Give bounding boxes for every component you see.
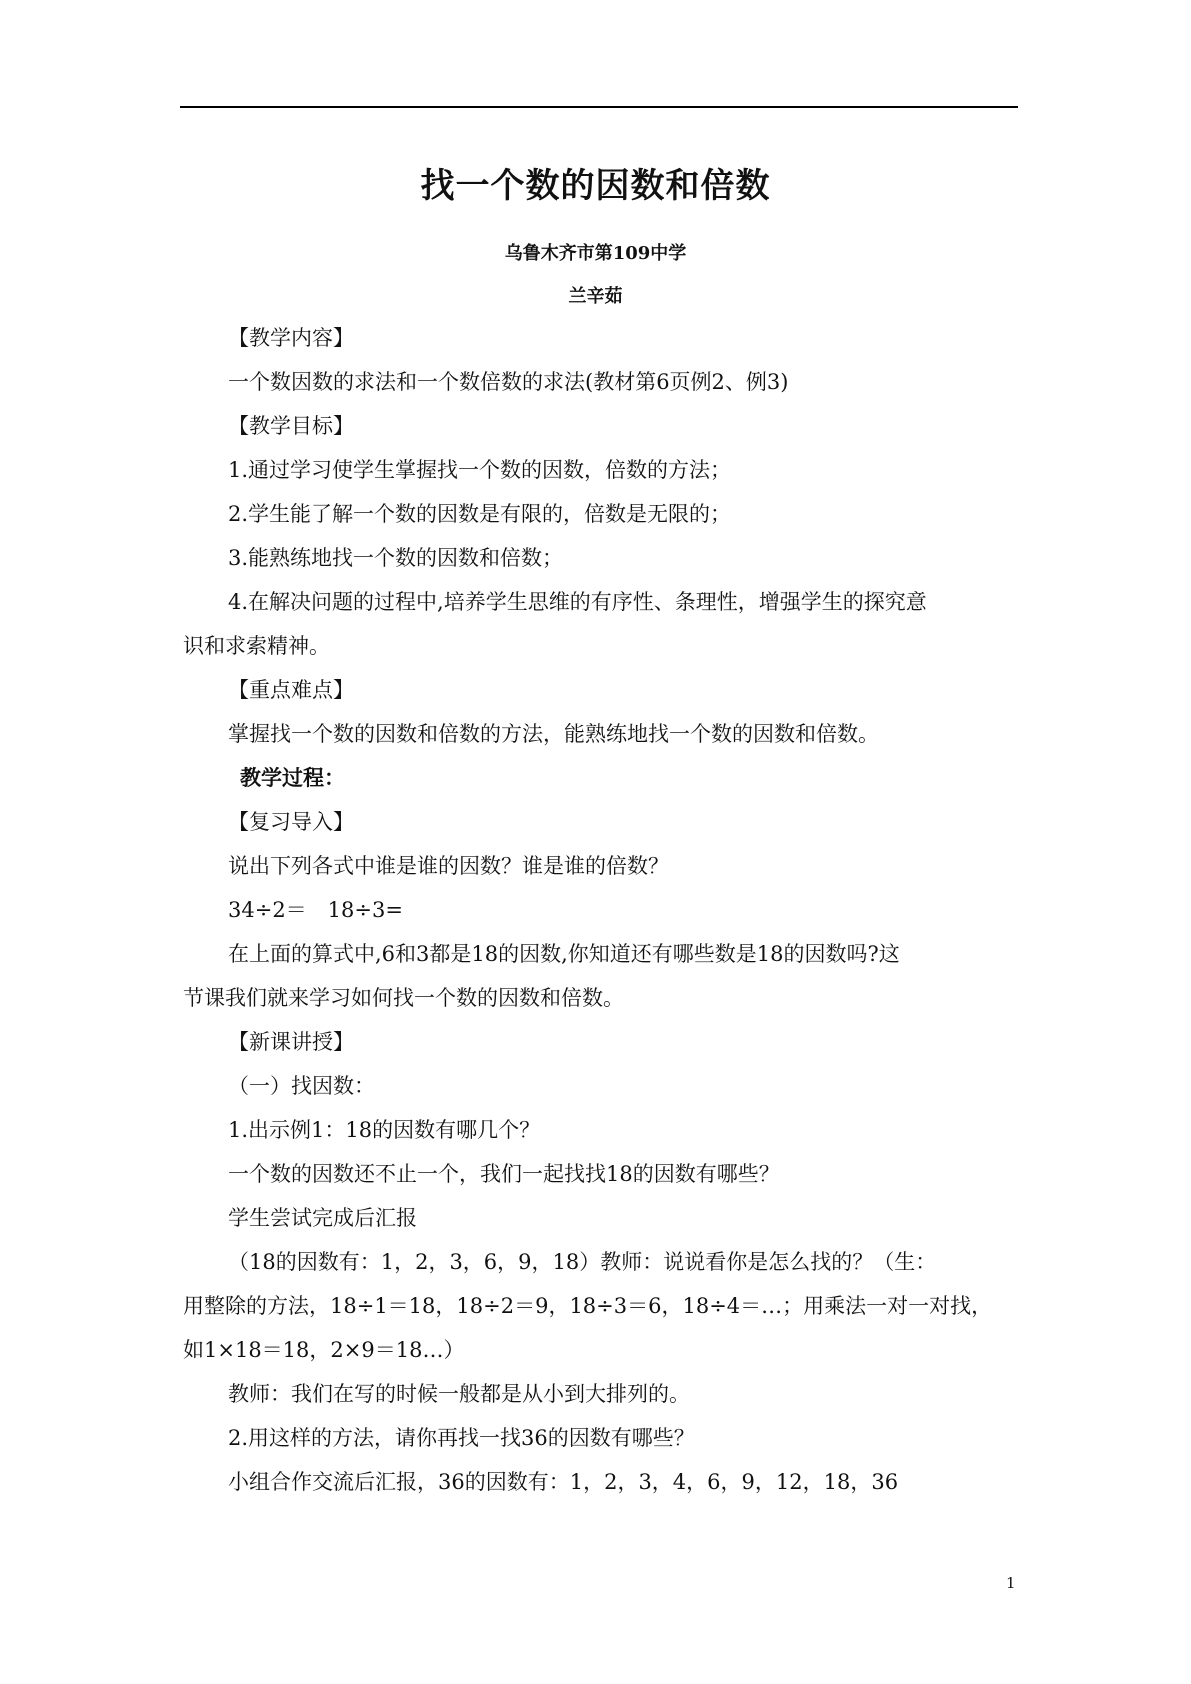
section-heading-teaching-goals: 【教学目标】 bbox=[228, 414, 354, 438]
body-line: 说出下列各式中谁是谁的因数？谁是谁的倍数？ bbox=[228, 854, 669, 878]
body-line: 在上面的算式中,6和3都是18的因数,你知道还有哪些数是18的因数吗?这 bbox=[228, 942, 900, 966]
body-line: 1.通过学习使学生掌握找一个数的因数，倍数的方法； bbox=[228, 458, 732, 482]
body-line: 一个数的因数还不止一个，我们一起找找18的因数有哪些？ bbox=[228, 1162, 780, 1186]
teaching-process-heading: 教学过程： bbox=[240, 765, 345, 790]
body-line: 2.学生能了解一个数的因数是有限的，倍数是无限的； bbox=[228, 502, 732, 526]
body-line: 如1×18＝18，2×9＝18…） bbox=[183, 1338, 465, 1362]
body-line: 用整除的方法，18÷1＝18，18÷2＝9，18÷3＝6，18÷4＝…；用乘法一对一对找， bbox=[183, 1294, 993, 1318]
school-name: 乌鲁木齐市第109中学 bbox=[504, 243, 687, 264]
body-line: 掌握找一个数的因数和倍数的方法，能熟练地找一个数的因数和倍数。 bbox=[228, 722, 879, 746]
section-heading-new-lesson: 【新课讲授】 bbox=[228, 1030, 354, 1054]
document-title: 找一个数的因数和倍数 bbox=[420, 166, 771, 206]
body-line: 节课我们就来学习如何找一个数的因数和倍数。 bbox=[183, 986, 624, 1010]
body-line: 4.在解决问题的过程中,培养学生思维的有序性、条理性，增强学生的探究意 bbox=[228, 590, 927, 614]
body-line: 3.能熟练地找一个数的因数和倍数； bbox=[228, 546, 564, 570]
body-line: 识和求索精神。 bbox=[183, 634, 330, 658]
section-heading-key-points: 【重点难点】 bbox=[228, 678, 354, 702]
body-line: 学生尝试完成后汇报 bbox=[228, 1206, 417, 1230]
equation-line: 34÷2＝ 18÷3= bbox=[228, 898, 403, 922]
subsection-heading: （一）找因数： bbox=[228, 1074, 375, 1098]
header-rule bbox=[180, 106, 1018, 108]
body-line: 一个数因数的求法和一个数倍数的求法(教材第6页例2、例3) bbox=[228, 370, 789, 394]
section-heading-review: 【复习导入】 bbox=[228, 810, 354, 834]
body-line: （18的因数有：1，2，3，6，9，18）教师：说说看你是怎么找的？（生： bbox=[228, 1250, 937, 1274]
body-line: 教师：我们在写的时候一般都是从小到大排列的。 bbox=[228, 1382, 690, 1406]
page-number: 1 bbox=[1006, 1574, 1016, 1592]
section-heading-teaching-content: 【教学内容】 bbox=[228, 326, 354, 350]
body-line: 2.用这样的方法，请你再找一找36的因数有哪些？ bbox=[228, 1426, 695, 1450]
body-line: 小组合作交流后汇报，36的因数有：1，2，3，4，6，9，12，18，36 bbox=[228, 1470, 899, 1494]
author-name: 兰辛茹 bbox=[568, 286, 623, 307]
body-line: 1.出示例1：18的因数有哪几个？ bbox=[228, 1118, 541, 1142]
